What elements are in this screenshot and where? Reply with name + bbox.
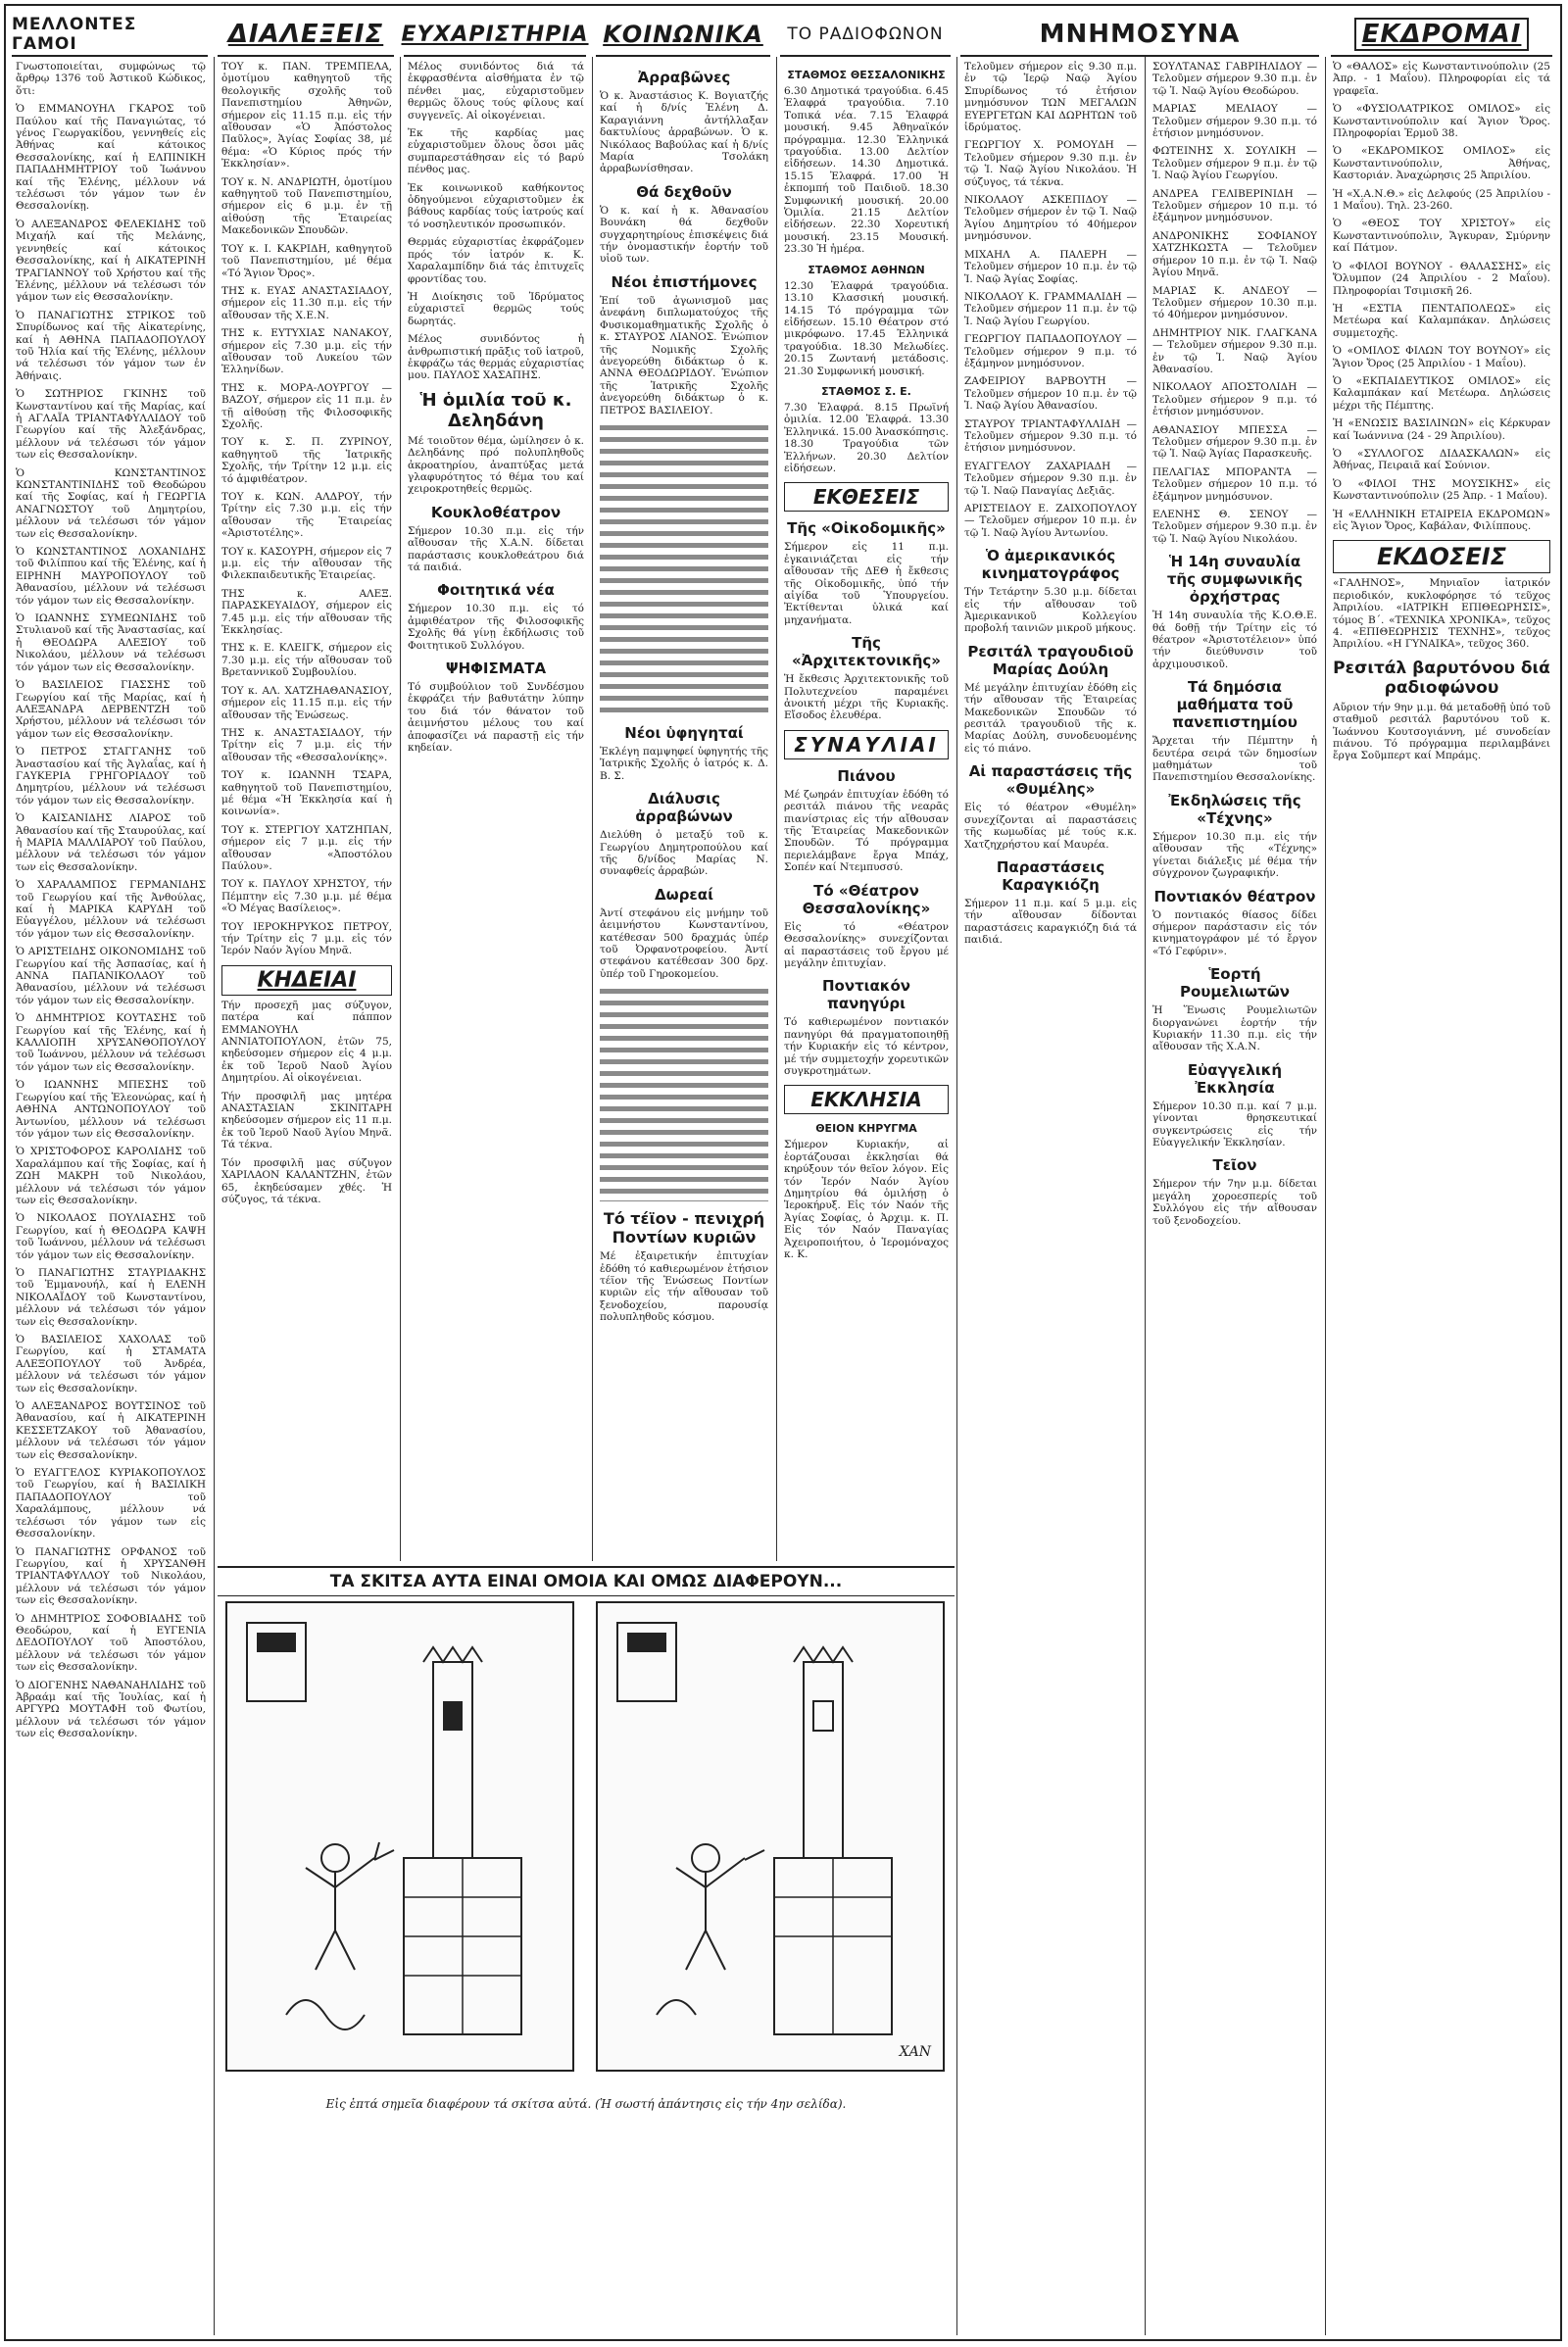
receptions-title: Θά δεχθοῦν — [636, 182, 732, 201]
cartoon-panel-right — [596, 1601, 945, 2072]
station1-program: 6.30 Δημοτικά τραγούδια. 6.45 Ἐλαφρά τραγούδια. 7.10 Τοπικά νέα. 7.15 Ἐλαφρά μουσική. 9.45 Ἀθηναϊκόν πρόγραμμα. 12.30 Ἐλληνικά τραγούδια. 13.00 Δελτίον εἰδήσεων. 14.30 Δημοτικά. 15.15 Ἐλαφρά. 17.00 Ἡ ἐκπομπή τοῦ Παιδιοῦ. 18.30 Συμφωνική μουσική. 20.00 Ὁμιλία. 21.15 Δελτίον εἰδήσεων. 22.30 Χορευτική μουσική. 23.15 Μουσική. 23.30 Ἡ ἡμέρα. — [784, 85, 949, 256]
techni-title: Ἐκδηλώσεις τῆς «Τέχνης» — [1168, 791, 1301, 827]
notice-item: Ὁ ΔΗΜΗΤΡΙΟΣ ΚΟΥΤΑΣΗΣ τοῦ Γεωργίου καί τῆς Ἐλένης, καί ἡ ΚΑΛΛΙΟΠΗ ΧΡΥΣΑΝΘΟΠΟΥΛΟΥ τοῦ Ἰωάννου, μέλλουν νά τελέσωσι τόν γάμον των εἰς Θεσσαλονίκην. — [16, 1012, 206, 1073]
recital-text: Μέ μεγάλην ἐπιτυχίαν ἐδόθη εἰς τήν αἴθουσαν τῆς Ἑταιρείας Μακεδονικῶν Σπουδῶν τό ρεσιτάλ τραγουδιοῦ τῆς κ. Μαρίας Δούλη, συνοδευομένης εἰς τό πιάνο. — [964, 681, 1137, 755]
notice-item: Ὁ ΔΗΜΗΤΡΙΟΣ ΣΟΦΟΒΙΑΔΗΣ τοῦ Θεοδώρου, καί ἡ ΕΥΓΕΝΙΑ ΔΕΔΟΠΟΥΛΟΥ τοῦ Ἀποστόλου, μέλλουν νά τελέσωσι τόν γάμον των εἰς Θεσσαλονίκην. — [16, 1612, 206, 1674]
expo-heading: ΕΚΘΕΣΕΙΣ — [812, 485, 920, 510]
col8-banner — [1331, 14, 1552, 57]
church-heading-box — [784, 1085, 949, 1114]
broken-engagement-title: Διάλυσις ἀρραβώνων — [635, 790, 733, 826]
notice-item: ΤΟΥ κ. Ι. ΚΑΚΡΙΔΗ, καθηγητοῦ τοῦ Πανεπιστημίου, μέ θέμα «Τό Ἅγιον Ὄρος». — [221, 242, 392, 279]
notice-item: Ὁ «ΦΥΣΙΟΛΑΤΡΙΚΟΣ ΟΜΙΛΟΣ» εἰς Κωνσταντινούπολιν καί Ἅγιον Ὄρος. Πληροφορίαι Ἐρμοῦ 38. — [1333, 103, 1550, 140]
speech-text: Μέ τοιοῦτον θέμα, ὡμίλησεν ὁ κ. Δεληδάνης πρό πολυπληθοῦς ἀκροατηρίου, ἀναπτύξας μετά γλαφυρότητος τό θέμα του καί χειροκροτηθείς θερμῶς. — [408, 434, 584, 496]
receptions-text: Ὁ κ. καί ἡ κ. Ἀθανασίου Βουνάκη θά δεχθοῦν συγχαρητηρίους ἐπισκέψεις διά τήν ὀνομαστικήν ἑορτήν τοῦ υἱοῦ των. — [600, 204, 768, 266]
column-rule — [1145, 57, 1146, 2335]
notice-item: ΤΟΥ κ. ΚΩΝ. ΑΛΔΡΟΥ, τήν Τρίτην εἰς 7.30 μ.μ. εἰς τήν αἴθουσαν τῆς Ἑταιρείας «Ἀριστοτέλης». — [221, 491, 392, 540]
col1-intro: Γνωστοποιείται, συμφώνως τῷ ἄρθρῳ 1376 τοῦ Ἀστικοῦ Κώδικος, ὅτι: — [16, 61, 206, 97]
notice-item: Ὁ «ΘΑΛΟΣ» εἰς Κωνσταντινούπολιν (25 Ἀπρ. - 1 Μαΐου). Πληροφορίαι εἰς τά γραφεῖα. — [1333, 61, 1550, 97]
notice-item: Ὁ «ΦΙΛΟΙ ΒΟΥΝΟΥ - ΘΑΛΑΣΣΗΣ» εἰς Ὄλυμπον (24 Ἀπριλίου - 2 Μαΐου). Πληροφορίαι Τσιμισκῆ 26. — [1333, 260, 1550, 297]
col3 — [402, 61, 590, 1562]
cartoon-drawing-right — [598, 1603, 943, 2070]
notice-item: ΑΘΑΝΑΣΙΟΥ ΜΠΕΣΣΑ — Τελοῦμεν σήμερον 9.30 π.μ. ἐν τῷ Ἱ. Ναῷ Ἁγίας Παρασκευῆς. — [1152, 423, 1317, 461]
funeral-list — [221, 1000, 392, 1206]
notice-item: Ὁ ΑΛΕΞΑΝΔΡΟΣ ΒΟΥΤΣΙΝΟΣ τοῦ Ἀθανασίου, καί ἡ ΑΙΚΑΤΕΡΙΝΗ ΚΕΣΣΕΤΖΑΚΟΥ τοῦ Ἀθανασίου, μέλλουν νά τελέσωσι τόν γάμον των εἰς Θεσσαλονίκην. — [16, 1400, 206, 1461]
notice-item: ΑΝΔΡΕΑ ΓΕΛΙΒΕΡΙΝΙΔΗ — Τελοῦμεν σήμερον 10 π.μ. τό ἐξάμηνον μνημόσυνον. — [1152, 187, 1317, 224]
column-rule — [592, 57, 593, 1561]
student-news-title: Φοιτητικά νέα — [437, 581, 555, 600]
col2 — [216, 61, 398, 1562]
col1 — [10, 61, 212, 2334]
broken-engagement-text: Διελύθη ὁ μεταξύ τοῦ κ. Γεωργίου Δημητροπούλου καί τῆς δ/νίδος Μαρίας Ν. συναφθείς ἀρραβών. — [600, 829, 768, 878]
column-rule — [1325, 57, 1326, 2335]
notice-item: Ὁ «ΕΚΠΑΙΔΕΥΤΙΚΟΣ ΟΜΙΛΟΣ» εἰς Καλαμπάκαν καί Μετέωρα. Δηλώσεις μέχρι τῆς Πέμπτης. — [1333, 374, 1550, 412]
expo-heading-box — [784, 482, 949, 512]
theatre-text: Εἰς τό «Θέατρον Θεσσαλονίκης» συνεχίζονται αἱ παραστάσεις τοῦ ἔργου μέ μεγάλην ἐπιτυχίαν. — [784, 920, 949, 969]
cinema-text: Τήν Τετάρτην 5.30 μ.μ. δίδεται εἰς τήν αἴθουσαν τοῦ Ἀμερικανικοῦ Κολλεγίου προβολή ταινιῶν μικροῦ μήκους. — [964, 586, 1137, 635]
cartoon-signature: ΧΑΝ — [899, 2044, 931, 2060]
col3-banner — [401, 14, 589, 57]
col6-list — [964, 139, 1137, 539]
music-heading: ΣΥΝΑΥΛΙΑΙ — [794, 732, 939, 757]
donations-title: Δωρεαί — [655, 885, 713, 904]
notice-item: ΝΙΚΟΛΑΟΥ ΑΠΟΣΤΟΛΙΔΗ — Τελοῦμεν σήμερον 9 π.μ. τό ἐτήσιον μνημόσυνον. — [1152, 381, 1317, 418]
tea-text: Σήμερον τήν 7ην μ.μ. δίδεται μεγάλη χοροεσπερίς τοῦ Συλλόγου εἰς τήν αἴθουσαν τοῦ ξενοδοχείου. — [1152, 1178, 1317, 1227]
notice-item: Θερμάς εὐχαριστίας ἐκφράζομεν πρός τόν ἰατρόν κ. Κ. Χαραλαμπίδην διά τάς ἐπιτυχεῖς φροντίδας του. — [408, 236, 584, 285]
student-news-text: Σήμερον 10.30 π.μ. εἰς τό ἀμφιθέατρον τῆς Φιλοσοφικῆς Σχολῆς θά γίνῃ ἐκδήλωσις τοῦ Φοιτητικοῦ Συλλόγου. — [408, 603, 584, 652]
notice-item: Ἡ «ΕΛΛΗΝΙΚΗ ΕΤΑΙΡΕΙΑ ΕΚΔΡΟΜΩΝ» εἰς Ἅγιον Ὄρος, Καβάλαν, Φιλίππους. — [1333, 508, 1550, 532]
col4-banner — [596, 14, 770, 57]
symphony-title: Ἡ 14η συναυλία τῆς συμφωνικῆς ὀρχήστρας — [1166, 553, 1303, 607]
puppet-text: Σήμερον 10.30 π.μ. εἰς τήν αἴθουσαν τῆς Χ.Α.Ν. δίδεται παράστασις κουκλοθεάτρου διά τά παιδιά. — [408, 524, 584, 573]
notice-item: Ὁ «ΦΙΛΟΙ ΤΗΣ ΜΟΥΣΙΚΗΣ» εἰς Κωνσταντινούπολιν (25 Ἀπρ. - 1 Μαΐου). — [1333, 477, 1550, 503]
baritone-title: Ρεσιτάλ βαρυτόνου διά ραδιοφώνου — [1333, 658, 1550, 698]
station1-title: ΣΤΑΘΜΟΣ ΘΕΣΣΑΛΟΝΙΚΗΣ — [787, 69, 946, 81]
speech-title: Ἡ ὁμιλία τοῦ κ. Δεληδάνη — [419, 389, 572, 431]
theatre-title: Τό «Θέατρον Θεσσαλονίκης» — [802, 881, 931, 917]
pubs-heading: ΕΚΔΟΣΕΙΣ — [1376, 543, 1507, 571]
karagiozis-title: Παραστάσεις Καραγκιόζη — [996, 857, 1105, 894]
notice-item: ΖΑΦΕΙΡΙΟΥ ΒΑΡΒΟΥΤΗ — Τελοῦμεν σήμερον 10 π.μ. ἐν τῷ Ἱ. Ναῷ Ἁγίου Ἀθανασίου. — [964, 375, 1137, 413]
lessons-text: Ἄρχεται τήν Πέμπτην ἡ δευτέρα σειρά τῶν δημοσίων μαθημάτων τοῦ Πανεπιστημίου Θεσσαλονίκης. — [1152, 735, 1317, 784]
notice-item: Ὁ ΧΑΡΑΛΑΜΠΟΣ ΓΕΡΜΑΝΙΔΗΣ τοῦ Γεωργίου καί τῆς Ἀνθούλας, καί ἡ ΜΑΡΙΚΑ ΚΑΡΥΔΗ τοῦ Εὐαγγέλου, μέλλουν νά τελέσωσι τόν γάμον των εἰς Θεσσαλονίκην. — [16, 879, 206, 940]
notice-item: ΤΗΣ κ. ΕΥΤΥΧΙΑΣ ΝΑΝΑΚΟΥ, σήμερον εἰς 7.30 μ.μ. εἰς τήν αἴθουσαν τοῦ Λυκείου τῶν Ἑλληνίδων. — [221, 327, 392, 376]
cinema-title: Ὁ ἀμερικανικός κινηματογράφος — [981, 547, 1120, 583]
col3-list — [408, 61, 584, 382]
notice-item: ΓΕΩΡΓΙΟΥ ΠΑΠΑΔΟΠΟΥΛΟΥ — Τελοῦμεν σήμερον 9 π.μ. τό ἐξάμηνον μνημόσυνον. — [964, 333, 1137, 369]
notice-item: ΤΟΥ κ. ΑΛ. ΧΑΤΖΗΑΘΑΝΑΣΙΟΥ, σήμερον εἰς 11.15 π.μ. εἰς τήν αἴθουσαν τῆς Ἑνώσεως. — [221, 684, 392, 721]
tea-party-text: Μέ ἐξαιρετικήν ἐπιτυχίαν ἐδόθη τό καθιερωμένον ἐτήσιον τέϊον τῆς Ἑνώσεως Ποντίων κυριῶν εἰς τήν αἴθουσαν τοῦ ξενοδοχείου, παρουσίᾳ πολυπληθοῦς κόσμου. — [600, 1250, 768, 1324]
recital-title: Ρεσιτάλ τραγουδιοῦ Μαρίας Δούλη — [967, 642, 1134, 678]
notice-item: Ὁ ΔΙΟΓΕΝΗΣ ΝΑΘΑΝΑΗΛΙΔΗΣ τοῦ Ἀβραάμ καί τῆς Ἰουλίας, καί ἡ ΑΡΓΥΡΩ ΜΟΥΤΑΦΗ τοῦ Φωτίου, μέλλουν νά τελέσωσι τόν γάμον των εἰς Θεσσαλονίκην. — [16, 1679, 206, 1740]
resolutions-text: Τό συμβούλιον τοῦ Συνδέσμου ἐκφράζει τήν βαθυτάτην λύπην του διά τόν θάνατον τοῦ ἀειμνήστου μέλους του καί ἀποφασίζει νά παραστῇ εἰς τήν κηδείαν. — [408, 681, 584, 755]
notice-item: ΠΕΛΑΓΙΑΣ ΜΠΟΡΑΝΤΑ — Τελοῦμεν σήμερον 10 π.μ. τό ἐξάμηνον μνημόσυνον. — [1152, 465, 1317, 503]
col4-heading: ΚΟΙΝΩΝΙΚΑ — [603, 21, 763, 48]
pontic-theatre-title: Ποντιακόν θέατρον — [1153, 887, 1316, 905]
notice-item: ΔΗΜΗΤΡΙΟΥ ΝΙΚ. ΓΛΑΓΚΑΝΑ — Τελοῦμεν σήμερον 9.30 π.μ. ἐν τῷ Ἱ. Ναῷ Ἁγίου Ἀθανασίου. — [1152, 326, 1317, 375]
column-rule — [400, 57, 401, 1561]
notice-item: Ὁ ΚΩΝΣΤΑΝΤΙΝΟΣ ΛΟΧΑΝΙΔΗΣ τοῦ Φιλίππου καί τῆς Ἑλένης, καί ἡ ΕΙΡΗΝΗ ΜΑΥΡΟΠΟΥΛΟΥ τοῦ Ἀθανασίου, μέλλουν νά τελέσωσι τόν γάμον των εἰς Θεσσαλονίκην. — [16, 546, 206, 607]
notice-item: ΜΙΧΑΗΛ Α. ΠΑΛΕΡΗ — Τελοῦμεν σήμερον 10 π.μ. ἐν τῷ Ἱ. Ναῷ Ἁγίας Σοφίας. — [964, 248, 1137, 285]
col1-list — [16, 103, 206, 1739]
notice-item: Ὁ ΝΙΚΟΛΑΟΣ ΠΟΥΛΙΑΣΗΣ τοῦ Γεωργίου, καί ἡ ΘΕΟΔΩΡΑ ΚΑΨΗ τοῦ Ἰωάννου, μέλλουν νά τελέσωσι τόν γάμον των εἰς Θεσσαλονίκην. — [16, 1212, 206, 1261]
notice-item: Ὁ ΒΑΣΙΛΕΙΟΣ ΧΑΧΟΛΑΣ τοῦ Γεωργίου, καί ἡ ΣΤΑΜΑΤΑ ΑΛΕΞΟΠΟΥΛΟΥ τοῦ Ἀνδρέα, μέλλουν νά τελέσωσι τόν γάμον των εἰς Θεσσαλονίκην. — [16, 1334, 206, 1394]
baritone-text: Αὔριον τήν 9ην μ.μ. θά μεταδοθῇ ὑπό τοῦ σταθμοῦ ρεσιτάλ βαρυτόνου τοῦ κ. Ἰωάννου Κουτσογιάννη, μέ συνοδείαν πιάνου. Τό πρόγραμμα περιλαμβάνει ἔργα Σοῦμπερτ καί Μπράμς. — [1333, 701, 1550, 762]
col3-heading: ΕΥΧΑΡΙΣΤΗΡΙΑ — [401, 22, 589, 47]
col6-intro: Τελοῦμεν σήμερον εἰς 9.30 π.μ. ἐν τῷ Ἱερῷ Ναῷ Ἁγίου Σπυρίδωνος τό ἐτήσιον μνημόσυνον ΤΩΝ ΜΕΓΑΛΩΝ ΕΥΕΡΓΕΤΩΝ ΚΑΙ ΔΩΡΗΤΩΝ τοῦ ἱδρύματος. — [964, 61, 1137, 134]
cartoon-panel-left — [225, 1601, 574, 2072]
notice-item: Ὁ ΠΑΝΑΓΙΩΤΗΣ ΣΤΡΙΚΟΣ τοῦ Σπυρίδωνος καί τῆς Αἰκατερίνης, καί ἡ ΑΘΗΝΑ ΠΑΠΑΔΟΠΟΥΛΟΥ τοῦ Ἠλία καί τῆς Ἑλένης, μέλλουν νά τελέσωσι τόν γάμον των ἐν Ἀθήναις. — [16, 309, 206, 382]
notice-item: Ἡ «Χ.Α.Ν.Θ.» εἰς Δελφούς (25 Ἀπριλίου - 1 Μαΐου). Τηλ. 23-260. — [1333, 187, 1550, 213]
station3-program: 7.30 Ἐλαφρά. 8.15 Πρωϊνή ὁμιλία. 12.00 Ἐλαφρά. 13.30 Ἐλληνικά. 15.00 Ἀνασκόπησις. 18.30 Τραγούδια τῶν Ἑλλήνων. 20.30 Δελτίον εἰδήσεων. — [784, 401, 949, 474]
notice-item: ΜΑΡΙΑΣ ΜΕΛΙΑΟΥ — Τελοῦμεν σήμερον 9.30 π.μ. τό ἐτήσιον μνημόσυνον. — [1152, 103, 1317, 140]
notice-item: ΝΙΚΟΛΑΟΥ ΑΣΚΕΠΙΔΟΥ — Τελοῦμεν σήμερον ἐν τῷ Ἱ. Ναῷ Ἁγίου Δημητρίου τό 40ήμερον μνημόσυνον. — [964, 194, 1137, 243]
notice-item: Ὁ ΠΑΝΑΓΙΩΤΗΣ ΟΡΦΑΝΟΣ τοῦ Γεωργίου, καί ἡ ΧΡΥΣΑΝΘΗ ΤΡΙΑΝΤΑΦΥΛΛΟΥ τοῦ Νικολάου, μέλλουν νά τελέσωσι τόν γάμον των εἰς Θεσσαλονίκην. — [16, 1545, 206, 1607]
puppet-title: Κουκλοθέατρον — [430, 503, 562, 521]
station3-title: ΣΤΑΘΜΟΣ Σ. Ε. — [821, 384, 911, 398]
notice-item: ΕΛΕΝΗΣ Θ. ΣΕΝΟΥ — Τελοῦμεν σήμερον 9.30 π.μ. ἐν τῷ Ἱ. Ναῷ Ἁγίου Νικολάου. — [1152, 509, 1317, 545]
notice-item: Ὁ ΚΩΝΣΤΑΝΤΙΝΟΣ ΚΩΝΣΤΑΝΤΙΝΙΔΗΣ τοῦ Θεοδώρου καί τῆς Σοφίας, καί ἡ ΓΕΩΡΓΙΑ ΑΝΑΓΝΩΣΤΟΥ τοῦ Δημητρίου, μέλλουν νά τελέσωσι τόν γάμον των εἰς Θεσσαλονίκην. — [16, 466, 206, 540]
cartoon-title: ΤΑ ΣΚΙΤΣΑ ΑΥΤΑ ΕΙΝΑΙ ΟΜΟΙΑ ΚΑΙ ΟΜΩΣ ΔΙΑΦΕΡΟΥΝ... — [218, 1568, 955, 1596]
lessons-title: Τά δημόσια μαθήματα τοῦ πανεπιστημίου — [1172, 678, 1298, 732]
col2-heading: ΔΙΑΛΕΞΕΙΣ — [227, 20, 384, 49]
expo1-title: Τῆς «Οἰκοδομικῆς» — [787, 519, 946, 538]
karagiozis-text: Σήμερον 11 π.μ. καί 5 μ.μ. εἰς τήν αἴθουσαν δίδονται παραστάσεις καραγκιόζη διά τά παιδιά. — [964, 897, 1137, 947]
thymeli-title: Αἱ παραστάσεις τῆς «Θυμέλης» — [968, 762, 1133, 799]
col5-heading: ΤΟ ΡΑΔΙΟΦΩΝΟΝ — [787, 24, 944, 44]
notice-item: Ὁ ΧΡΙΣΤΟΦΟΡΟΣ ΚΑΡΟΛΙΔΗΣ τοῦ Χαραλάμπου καί τῆς Σοφίας, καί ἡ ΖΩΗ ΜΑΚΡΗ τοῦ Νικολάου, μέλλουν νά τελέσωσι τόν γάμον των εἰς Θεσσαλονίκην. — [16, 1146, 206, 1206]
station2-title: ΣΤΑΘΜΟΣ ΑΘΗΝΩΝ — [808, 263, 925, 276]
notice-item: ΤΗΣ κ. ΕΥΑΣ ΑΝΑΣΤΑΣΙΑΔΟΥ, σήμερον εἰς 11.30 π.μ. εἰς τήν αἴθουσαν τῆς Χ.Ε.Ν. — [221, 284, 392, 321]
notice-item: Ὁ ΠΕΤΡΟΣ ΣΤΑΓΓΑΝΗΣ τοῦ Ἀναστασίου καί τῆς Ἀγλαΐας, καί ἡ ΓΑΥΚΕΡΙΑ ΓΡΗΓΟΡΙΑΔΟΥ τοῦ Δημητρίου, μέλλουν νά τελέσωσι τόν γάμον των εἰς Θεσσαλονίκην. — [16, 746, 206, 807]
mnimosyna-heading: ΜΝΗΜΟΣΥΝΑ — [1039, 20, 1241, 49]
notice-item: ΤΗΣ κ. ΜΟΡΑ-ΛΟΥΡΓΟΥ — ΒΑΖΟΥ, σήμερον εἰς 11 π.μ. ἐν τῇ αἰθούσῃ τῆς Φιλοσοφικῆς Σχολῆς. — [221, 381, 392, 430]
engagements-text: Ὁ κ. Ἀναστάσιος Κ. Βογιατζής καί ἡ δ/νίς Ἑλένη Δ. Καραγιάννη ἀντήλλαξαν δακτυλίους ἀρραβώνων. Ὁ κ. Νικόλαος Βαβούλας καί ἡ δ/νίς Μαρία Τσολάκη ἀρραβωνίσθησαν. — [600, 90, 768, 175]
text-block — [600, 986, 768, 1201]
notice-item: ΤΟΥ κ. ΠΑΝ. ΤΡΕΜΠΕΛΑ, ὁμοτίμου καθηγητοῦ τῆς θεολογικῆς σχολῆς τοῦ Πανεπιστημίου Ἀθηνῶν, σήμερον εἰς 11.15 π.μ. εἰς τήν αἴθουσαν «Ὁ Ἀπόστολος Παῦλος», Ἁγίας Σοφίας 38, μέ θέμα: «Ὁ Κύριος πρός τήν Ἐκκλησίαν». — [221, 61, 392, 171]
church-sub: ΘΕΙΟΝ ΚΗΡΥΓΜΑ — [815, 1122, 917, 1136]
cartoon — [218, 1566, 955, 2117]
symphony-text: Ἡ 14η συναυλία τῆς Κ.Ο.Θ.Ε. θά δοθῇ τήν Τρίτην εἰς τό θέατρον «Ἀριστοτέλειον» ὑπό τήν διεύθυνσιν τοῦ ἀρχιμουσικοῦ. — [1152, 610, 1317, 670]
tea-title: Τεῖον — [1212, 1156, 1257, 1175]
column-rule — [214, 57, 215, 2335]
notice-item: ΣΟΥΛΤΑΝΑΣ ΓΑΒΡΙΗΛΙΔΟΥ — Τελοῦμεν σήμερον 9.30 π.μ. ἐν τῷ Ἱ. Ναῷ Ἁγίου Θεοδώρου. — [1152, 61, 1317, 97]
col1-heading: ΜΕΛΛΟΝΤΕΣ ΓΑΜΟΙ — [12, 15, 137, 54]
notice-item: Ἐκ κοινωνικοῦ καθήκοντος ὁδηγούμενοι εὐχαριστοῦμεν ἐκ βάθους καρδίας τούς ἰατρούς καί τό νοσηλευτικόν προσωπικόν. — [408, 181, 584, 230]
notice-item: Μέλος συνιδόντος ἡ ἀνθρωπιστική πρᾶξις τοῦ ἰατροῦ, ἐκφράζω τάς θερμάς εὐχαριστίας μου. ΠΑΥΛΟΣ ΧΑΣΑΠΗΣ. — [408, 333, 584, 382]
notice-item: Τήν προσεχῆ μας σύζυγον, πατέρα καί πάππον ΕΜΜΑΝΟΥΗΛ ΑΝΝΙΑΤΟΠΟΥΛΟΝ, ἐτῶν 75, κηδεύσομεν σήμερον εἰς 4 μ.μ. ἐκ τοῦ Ἱεροῦ Ναοῦ Ἁγίου Δημητρίου. Αἱ οἰκογένειαι. — [221, 999, 392, 1085]
notice-item: Ὁ ΕΥΑΓΓΕΛΟΣ ΚΥΡΙΑΚΟΠΟΥΛΟΣ τοῦ Γεωργίου, καί ἡ ΒΑΣΙΛΙΚΗ ΠΑΠΑΔΟΠΟΥΛΟΥ τοῦ Χαραλάμπους, μέλλουν νά τελέσωσι τόν γάμον των εἰς Θεσσαλονίκην. — [16, 1467, 206, 1540]
col8 — [1327, 61, 1556, 2334]
notice-item: Τήν προσφιλῆ μας μητέρα ΑΝΑΣΤΑΣΙΑΝ ΣΚΙΝΙΤΑΡΗ κηδεύσομεν σήμερον εἰς 11 π.μ. ἐκ τοῦ Ἱεροῦ Ναοῦ Ἁγίου Μηνᾶ. Τά τέκνα. — [221, 1090, 392, 1151]
notice-item: ΤΗΣ κ. ΑΛΕΞ. ΠΑΡΑΣΚΕΥΑΙΔΟΥ, σήμερον εἰς 7.45 μ.μ. εἰς τήν αἴθουσαν τῆς Ἐκκλησίας. — [221, 587, 392, 637]
church-heading: ΕΚΚΛΗΣΙΑ — [810, 1088, 922, 1112]
notice-item: ΕΥΑΓΓΕΛΟΥ ΖΑΧΑΡΙΑΔΗ — Τελοῦμεν σήμερον 9.30 π.μ. ἐν τῷ Ἱ. Ναῷ Παναγίας Δεξιᾶς. — [964, 460, 1137, 497]
mnimosyna-banner — [960, 14, 1319, 57]
funeral-heading-box — [221, 965, 392, 996]
col7 — [1147, 61, 1323, 2334]
notice-item: ΤΗΣ κ. ΑΝΑΣΤΑΣΙΑΔΟΥ, τήν Τρίτην εἰς 7 μ.μ. εἰς τήν αἴθουσαν τῆς «Θεσσαλονίκης». — [221, 726, 392, 763]
notice-item: Ὁ «ΟΜΙΛΟΣ ΦΙΛΩΝ ΤΟΥ ΒΟΥΝΟΥ» εἰς Ἅγιον Ὄρος (25 Ἀπριλίου - 1 Μαΐου). — [1333, 345, 1550, 369]
notice-item: ΦΩΤΕΙΝΗΣ Χ. ΣΟΥΛΙΚΗ — Τελοῦμεν σήμερον 9 π.μ. ἐν τῷ Ἱ. Ναῷ Ἁγίου Γεωργίου. — [1152, 145, 1317, 182]
evangelical-title: Εὐαγγελική Ἐκκλησία — [1187, 1060, 1283, 1097]
cartoon-drawing-left — [227, 1603, 572, 2070]
col6 — [958, 61, 1143, 2334]
graduates-text: Ἐπί τοῦ ἀγωνισμοῦ μας ἀνεφάνη διπλωματούχος τῆς Φυσικομαθηματικῆς Σχολῆς ὁ κ. ΣΤΑΥΡΟΣ ΛΙΑΝΟΣ. Ἐνώπιον τῆς Νομικῆς Σχολῆς ἀνεγορεύθη διδάκτωρ ὁ κ. ΑΝΝΑ ΘΕΟΔΩΡΙΔΟΥ. Ἐνώπιον τῆς Ἰατρικῆς Σχολῆς ἀνεγορεύθη διδάκτωρ ὁ κ. ΠΕΤΡΟΣ ΒΑΣΙΛΕΙΟΥ. — [600, 294, 768, 416]
lecturers-text: Ἐκλέγη παμψηφεί ὑφηγητής τῆς Ἰατρικῆς Σχολῆς ὁ ἰατρός κ. Δ. Β. Σ. — [600, 745, 768, 782]
donations-text: Ἀντί στεφάνου εἰς μνήμην τοῦ ἀειμνήστου Κωνσταντίνου, κατέθεσαν 500 δραχμάς ὑπέρ τοῦ Ὀρφανοτροφείου. Ἀντί στεφάνου κατέθεσαν 300 δρχ. ὑπέρ τοῦ Γηροκομείου. — [600, 906, 768, 980]
roumeli-text: Ἡ Ἕνωσις Ρουμελιωτῶν διοργανώνει ἑορτήν τήν Κυριακήν 11.30 π.μ. εἰς τήν αἴθουσαν τῆς Χ.Α.Ν. — [1152, 1004, 1317, 1053]
notice-item: ΤΟΥ κ. ΠΑΥΛΟΥ ΧΡΗΣΤΟΥ, τήν Πέμπτην εἰς 7.30 μ.μ. μέ θέμα «Ὁ Μέγας Βασίλειος». — [221, 878, 392, 915]
resolutions-title: ΨΗΦΙΣΜΑΤΑ — [445, 660, 547, 678]
col8-heading: ΕΚΔΡΟΜΑΙ — [1354, 18, 1530, 51]
col5-banner — [780, 14, 951, 57]
notice-item: ΜΑΡΙΑΣ Κ. ΑΝΔΕΟΥ — Τελοῦμεν σήμερον 10.30 π.μ. τό 40ήμερον μνημόσυνον. — [1152, 284, 1317, 321]
notice-item: Ὁ ΠΑΝΑΓΙΩΤΗΣ ΣΤΑΥΡΙΔΑΚΗΣ τοῦ Ἐμμανουήλ, καί ἡ ΕΛΕΝΗ ΝΙΚΟΛΑΪΔΟΥ τοῦ Κωνσταντίνου, μέλλουν νά τελέσωσι τόν γάμον των εἰς Θεσσαλονίκην. — [16, 1266, 206, 1328]
notice-item: ΤΟΥ κ. ΣΤΕΡΓΙΟΥ ΧΑΤΖΗΠΑΝ, σήμερον εἰς 7 μ.μ. εἰς τήν αἴθουσαν «Ἀποστόλου Παύλου». — [221, 823, 392, 872]
expo1-text: Σήμερον εἰς 11 π.μ. ἐγκαινιάζεται εἰς τήν αἴθουσαν τῆς ΔΕΘ ἡ ἔκθεσις τῆς Οἰκοδομικῆς, ὑπό τήν αἰγίδα τοῦ Ὑπουργείου. Ἐκτίθενται ὑλικά καί μηχανήματα. — [784, 541, 949, 626]
music-heading-box — [784, 730, 949, 759]
piano-title: Πιάνου — [837, 766, 896, 785]
notice-item: ΑΡΙΣΤΕΙΔΟΥ Ε. ΖΑΙΧΟΠΟΥΛΟΥ — Τελοῦμεν σήμερον 10 π.μ. ἐν τῷ Ἱ. Ναῷ Ἁγίου Ἀντωνίου. — [964, 503, 1137, 539]
station2-program: 12.30 Ἐλαφρά τραγούδια. 13.10 Κλασσική μουσική. 14.15 Τό πρόγραμμα τῶν εἰδήσεων. 15.10 Θέατρον στό μικρόφωνο. 17.45 Ἐλληνικά τραγούδια. 18.30 Μελωδίες. 20.15 Ζωντανή μετάδοσις. 21.30 Συμφωνική μουσική. — [784, 279, 949, 377]
pubs-text: «ΓΑΛΗΝΟΣ», Μηνιαῖον ἰατρικόν περιοδικόν, κυκλοφόρησε τό τεῦχος Ἀπριλίου. «ΙΑΤΡΙΚΗ ΕΠΙΘΕΩΡΗΣΙΣ», τόμος Β΄. «ΤΕΧΝΙΚΑ ΧΡΟΝΙΚΑ», τεῦχος 4. «ΕΠΙΘΕΩΡΗΣΙΣ ΤΕΧΝΗΣ», τεῦχος Ἀπριλίου. «Η ΓΥΝΑΙΚΑ», τεῦχος 360. — [1333, 577, 1550, 651]
church-text: Σήμερον Κυριακήν, αἱ ἑορτάζουσαι ἐκκλησίαι θά κηρύξουν τόν θεῖον λόγον. Εἰς τόν Ἱερόν Ναόν Ἁγίου Δημητρίου θά ὁμιλήσῃ ὁ Ἱεροκήρυξ. Εἰς τόν Ναόν τῆς Ἀγίας Σοφίας, ὁ Ἀρχιμ. κ. Π. Εἰς τόν Ναόν Παναγίας Ἀχειροποιήτου, ὁ Ἱερομόναχος κ. Κ. — [784, 1139, 949, 1260]
pubs-heading-box — [1333, 540, 1550, 573]
evangelical-text: Σήμερον 10.30 π.μ. καί 7 μ.μ. γίνονται θρησκευτικαί συγκεντρώσεις εἰς τήν Εὐαγγελικήν Ἐκκλησίαν. — [1152, 1100, 1317, 1149]
cartoon-caption: Εἰς ἑπτά σημεῖα διαφέρουν τά σκίτσα αὐτά. (Ἡ σωστή ἀπάντησις εἰς τήν 4ην σελίδα). — [325, 2097, 847, 2111]
thymeli-text: Εἰς τό θέατρον «Θυμέλη» συνεχίζονται αἱ παραστάσεις τῆς κωμωδίας μέ τούς κ.κ. Χατζηχρήστου καί Μαυρέα. — [964, 802, 1137, 851]
notice-item: Ὁ «ΘΕΟΣ ΤΟΥ ΧΡΙΣΤΟΥ» εἰς Κωνσταντινούπολιν, Ἄγκυραν, Σμύρνην καί Πάτμον. — [1333, 218, 1550, 255]
notice-item: Ὁ ΚΑΙΣΑΝΙΔΗΣ ΛΙΑΡΟΣ τοῦ Ἀθανασίου καί τῆς Σταυρούλας, καί ἡ ΜΑΡΙΑ ΜΑΛΛΙΑΡΟΥ τοῦ Παύλου, μέλλουν νά τελέσωσι τόν γάμον των εἰς Θεσσαλονίκην. — [16, 812, 206, 873]
expo2-title: Τῆς «Ἀρχιτεκτονικῆς» — [792, 634, 941, 670]
notice-item: ΑΝΔΡΟΝΙΚΗΣ ΣΟΦΙΑΝΟΥ ΧΑΤΖΗΚΩΣΤΑ — Τελοῦμεν σήμερον 10 π.μ. ἐν τῷ Ἱ. Ναῷ Ἁγίου Μηνᾶ. — [1152, 229, 1317, 279]
roumeli-title: Ἑορτή Ρουμελιωτῶν — [1179, 965, 1291, 1002]
notice-item: ΤΟΥ κ. Σ. Π. ΖΥΡΙΝΟΥ, καθηγητοῦ τῆς Ἰατρικῆς Σχολῆς, τήν Τρίτην 12 μ.μ. εἰς τό ἀμφιθέατρον. — [221, 436, 392, 485]
lecturers-title: Νέοι ὑφηγηταί — [624, 723, 744, 742]
notice-item: ΤΗΣ κ. Ε. ΚΛΕΙΓΚ, σήμερον εἰς 7.30 μ.μ. εἰς τήν αἴθουσαν τοῦ Βρεταννικοῦ Συμβουλίου. — [221, 642, 392, 679]
graduates-title: Νέοι ἐπιστήμονες — [611, 272, 758, 291]
notice-item: ΤΟΥ κ. ΙΩΑΝΝΗ ΤΣΑΡΑ, καθηγητοῦ τοῦ Πανεπιστημίου, μέ θέμα «Ἡ Ἐκκλησία καί ἡ κοινωνία». — [221, 769, 392, 818]
tea-party-title: Τό τέϊον - πενιχρή Ποντίων κυριῶν — [603, 1209, 765, 1247]
notice-item: Ἡ «ΕΝΩΣΙΣ ΒΑΣΙΛΙΝΩΝ» εἰς Κέρκυραν καί Ἰωάννινα (24 - 29 Ἀπριλίου). — [1333, 417, 1550, 442]
notice-item: Ὁ ΑΛΕΞΑΝΔΡΟΣ ΦΕΛΕΚΙΔΗΣ τοῦ Μιχαήλ καί τῆς Μελάνης, γεννηθείς καί κάτοικος Θεσσαλονίκης, καί ἡ ΑΙΚΑΤΕΡΙΝΗ ΤΡΑΓΙΑΝΝΟΥ τοῦ Χρήστου καί τῆς Ἑλένης, μέλλουν νά τελέσωσι τόν γάμον των εἰς Θεσσαλονίκην. — [16, 218, 206, 304]
piano-text: Μέ ζωηράν ἐπιτυχίαν ἐδόθη τό ρεσιτάλ πιάνου τῆς νεαρᾶς πιανίστριας εἰς τήν αἴθουσαν τῆς Ἑταιρείας Μακεδονικῶν Σπουδῶν. Τό πρόγραμμα περιελάμβανε ἔργα Μπάχ, Σοπέν καί Ντεμπυσσύ. — [784, 788, 949, 874]
notice-item: Ὁ ΙΩΑΝΝΗΣ ΜΠΕΣΗΣ τοῦ Γεωργίου καί τῆς Ἐλεονώρας, καί ἡ ΑΘΗΝΑ ΑΝΤΩΝΟΠΟΥΛΟΥ τοῦ Ἀντωνίου, μέλλουν νά τελέσωσι τόν γάμον των εἰς Θεσσαλονίκην. — [16, 1079, 206, 1140]
notice-item: Ὁ «ΕΚΔΡΟΜΙΚΟΣ ΟΜΙΛΟΣ» εἰς Κωνσταντινούπολιν, Ἀθήνας, Καστοριάν. Ἀναχώρησις 25 Ἀπριλίου. — [1333, 145, 1550, 182]
notice-item: Τόν προσφιλῆ μας σύζυγον ΧΑΡΙΛΑΟΝ ΚΑΛΑΝΤΖΗΝ, ἐτῶν 65, ἐκηδεύσαμεν χθές. Ἡ σύζυγος, τά τέκνα. — [221, 1156, 392, 1205]
notice-item: ΣΤΑΥΡΟΥ ΤΡΙΑΝΤΑΦΥΛΛΙΔΗ — Τελοῦμεν σήμερον 9.30 π.μ. τό ἐτήσιον μνημόσυνον. — [964, 417, 1137, 455]
notice-item: Μέλος συνιδόντος διά τά ἐκφρασθέντα αἰσθήματα ἐν τῷ πένθει μας, εὐχαριστοῦμεν θερμῶς ὅλους τούς φίλους καί συγγενεῖς. Αἱ οἰκογένειαι. — [408, 61, 584, 122]
notice-item: Ὁ ΙΩΑΝΝΗΣ ΣΥΜΕΩΝΙΔΗΣ τοῦ Στυλιανοῦ καί τῆς Ἀναστασίας, καί ἡ ΘΕΟΔΩΡΑ ΑΛΕΞΙΟΥ τοῦ Νικολάου, μέλλουν νά τελέσωσι τόν γάμον των εἰς Θεσσαλονίκην. — [16, 612, 206, 673]
pontic-theatre-text: Ὁ ποντιακός θίασος δίδει σήμερον παράστασιν εἰς τόν κινηματογράφον μέ τό ἔργον «Τό Γεφύριν». — [1152, 908, 1317, 957]
notice-item: ΤΟΥ κ. Ν. ΑΝΔΡΙΩΤΗ, ὁμοτίμου καθηγητοῦ τοῦ Πανεπιστημίου, σήμερον εἰς 6 μ.μ. ἐν τῇ αἰθούσῃ τῆς Ἑταιρείας Μακεδονικῶν Σπουδῶν. — [221, 175, 392, 237]
col4 — [594, 61, 774, 1562]
col5 — [778, 61, 955, 1562]
festival-title: Ποντιακόν πανηγύρι — [822, 977, 910, 1013]
funeral-heading: ΚΗΔΕΙΑΙ — [257, 967, 357, 993]
expo2-text: Ἡ ἔκθεσις Ἀρχιτεκτονικῆς τοῦ Πολυτεχνείου παραμένει ἀνοικτή μέχρι τῆς Κυριακῆς. Εἴσοδος ἐλευθέρα. — [784, 673, 949, 722]
col8-list — [1333, 61, 1550, 532]
column-rule — [956, 57, 957, 2335]
notice-item: Ἐκ τῆς καρδίας μας εὐχαριστοῦμεν ὅλους ὅσοι μᾶς συμπαρεστάθησαν εἰς τό βαρύ πένθος μας. — [408, 127, 584, 176]
notice-item: Ἡ Διοίκησις τοῦ Ἰδρύματος εὐχαριστεῖ θερμῶς τούς δωρητάς. — [408, 290, 584, 327]
festival-text: Τό καθιερωμένον ποντιακόν πανηγύρι θά πραγματοποιηθῇ τήν Κυριακήν εἰς τό κέντρον, μέ τήν συμμετοχήν χορευτικῶν συγκροτημάτων. — [784, 1016, 949, 1077]
techni-text: Σήμερον 10.30 π.μ. εἰς τήν αἴθουσαν τῆς «Τέχνης» γίνεται διάλεξις μέ θέμα τήν σύγχρονον ζωγραφικήν. — [1152, 830, 1317, 880]
text-block — [600, 422, 768, 716]
notice-item: Ὁ «ΣΥΛΛΟΓΟΣ ΔΙΔΑΣΚΑΛΩΝ» εἰς Ἀθήνας, Πειραιᾶ καί Σούνιον. — [1333, 447, 1550, 472]
col1-banner — [12, 14, 208, 57]
col2-list — [221, 61, 392, 957]
column-rule — [776, 57, 777, 1561]
notice-item: ΓΕΩΡΓΙΟΥ Χ. ΡΟΜΟΥΔΗ — Τελοῦμεν σήμερον 9.30 π.μ. ἐν τῷ Ἱ. Ναῷ Ἁγίου Νικολάου. Ἡ σύζυγος, τά τέκνα. — [964, 139, 1137, 188]
notice-item: Ὁ ΑΡΙΣΤΕΙΔΗΣ ΟΙΚΟΝΟΜΙΔΗΣ τοῦ Γεωργίου καί τῆς Ἀσπασίας, καί ἡ ΑΝΝΑ ΠΑΠΑΝΙΚΟΛΑΟΥ τοῦ Ἀθανασίου, μέλλουν νά τελέσωσι τόν γάμον των εἰς Θεσσαλονίκην. — [16, 946, 206, 1006]
col2-banner — [218, 14, 394, 57]
notice-item: ΝΙΚΟΛΑΟΥ Κ. ΓΡΑΜΜΑΛΙΔΗ — Τελοῦμεν σήμερον 11 π.μ. ἐν τῷ Ἱ. Ναῷ Ἁγίου Γεωργίου. — [964, 290, 1137, 327]
engagements-title: Ἀρραβῶνες — [637, 69, 731, 86]
notice-item: ΤΟΥ ΙΕΡΟΚΗΡΥΚΟΣ ΠΕΤΡΟΥ, τήν Τρίτην εἰς 7 μ.μ. εἰς τόν Ἱερόν Ναόν Ἁγίου Μηνᾶ. — [221, 920, 392, 957]
notice-item: Ὁ ΣΩΤΗΡΙΟΣ ΓΚΙΝΗΣ τοῦ Κωνσταντίνου καί τῆς Μαρίας, καί ἡ ΑΓΛΑΪΑ ΤΡΙΑΝΤΑΦΥΛΛΙΔΟΥ τοῦ Γεωργίου καί τῆς Ἀλεξάνδρας, μέλλουν νά τελέσωσι τόν γάμον των εἰς Θεσσαλονίκην. — [16, 388, 206, 462]
notice-item: Ὁ ΕΜΜΑΝΟΥΗΛ ΓΚΑΡΟΣ τοῦ Παύλου καί τῆς Παναγιώτας, τό γένος Γεωργακίδου, γεννηθείς εἰς Ἀθήνας καί κάτοικος Θεσσαλονίκης, καί ἡ ΕΛΠΙΝΙΚΗ ΠΑΠΑΔΗΜΗΤΡΙΟΥ τοῦ Ἰωάννου καί τῆς Ἑλένης, μέλλουν νά τελέσωσι τόν γάμον των ἐν Θεσσαλονίκῃ. — [16, 103, 206, 213]
notice-item: Ἡ «ΕΣΤΙΑ ΠΕΝΤΑΠΟΛΕΩΣ» εἰς Μετέωρα καί Καλαμπάκαν. Δηλώσεις συμμετοχῆς. — [1333, 302, 1550, 339]
notice-item: ΤΟΥ κ. ΚΑΣΟΥΡΗ, σήμερον εἰς 7 μ.μ. εἰς τήν αἴθουσαν τῆς Φιλεκπαιδευτικῆς Ἑταιρείας. — [221, 545, 392, 582]
notice-item: Ὁ ΒΑΣΙΛΕΙΟΣ ΓΙΑΣΣΗΣ τοῦ Γεωργίου καί τῆς Μαρίας, καί ἡ ΑΛΕΞΑΝΔΡΑ ΔΕΡΒΕΝΤΖΗ τοῦ Χρήστου, μέλλουν νά τελέσωσι τόν γάμον των εἰς Θεσσαλονίκην. — [16, 679, 206, 740]
col7-list — [1152, 61, 1317, 545]
